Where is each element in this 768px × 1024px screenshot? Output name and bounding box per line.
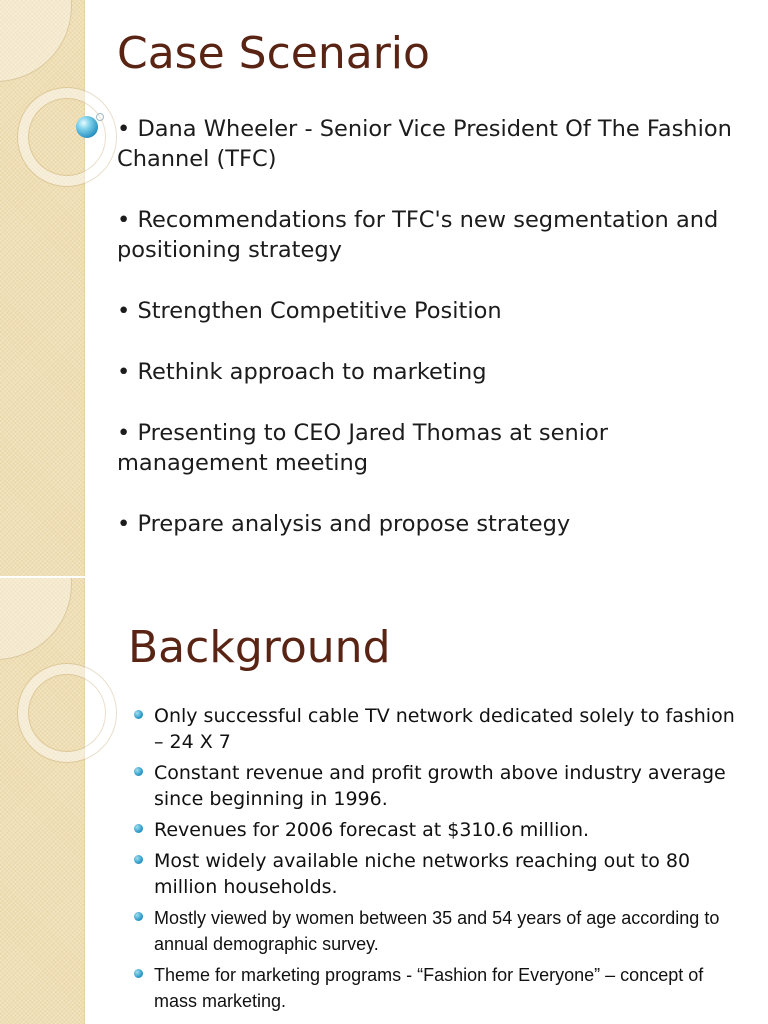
decorative-ring-icon [18, 88, 116, 186]
bullet-item: • Presenting to CEO Jared Thomas at senior management meeting [117, 418, 757, 478]
decorative-ring-icon [18, 664, 116, 762]
bullet-list [133, 703, 743, 1019]
bullet-icon [134, 912, 143, 921]
bullet-item: Mostly viewed by women between 35 and 54 years of age according to annual demographic survey. [133, 905, 743, 957]
bullet-item: • Prepare analysis and propose strategy [117, 509, 757, 539]
slide-background [0, 578, 768, 1024]
decorative-circle-icon [0, 0, 72, 82]
bullet-icon [134, 767, 143, 776]
bullet-icon [134, 710, 143, 719]
bullet-item: Theme for marketing programs - “Fashion for Everyone” – concept of mass marketing. [133, 962, 743, 1014]
small-orb-icon [96, 113, 104, 121]
bullet-item: • Dana Wheeler - Senior Vice President Of The Fashion Channel (TFC) [117, 114, 757, 174]
bullet-item: • Strengthen Competitive Position [117, 296, 757, 326]
decorative-side-strip [0, 0, 85, 576]
bullet-item: Only successful cable TV network dedicated solely to fashion – 24 X 7 [133, 703, 743, 755]
bullet-icon [134, 855, 143, 864]
bullet-item: Revenues for 2006 forecast at $310.6 million. [133, 817, 743, 843]
bullet-list [117, 114, 757, 570]
bullet-item: • Rethink approach to marketing [117, 357, 757, 387]
decorative-side-strip [0, 578, 85, 1024]
bullet-icon [134, 824, 143, 833]
blue-orb-icon [76, 116, 98, 138]
bullet-item: Most widely available niche networks reaching out to 80 million households. [133, 848, 743, 900]
slide-title: Case Scenario [117, 28, 430, 79]
slide-title: Background [128, 622, 391, 673]
bullet-item: Constant revenue and profit growth above industry average since beginning in 1996. [133, 760, 743, 812]
bullet-icon [134, 969, 143, 978]
bullet-item: • Recommendations for TFC's new segmentation and positioning strategy [117, 205, 757, 265]
decorative-circle-icon [0, 578, 72, 660]
